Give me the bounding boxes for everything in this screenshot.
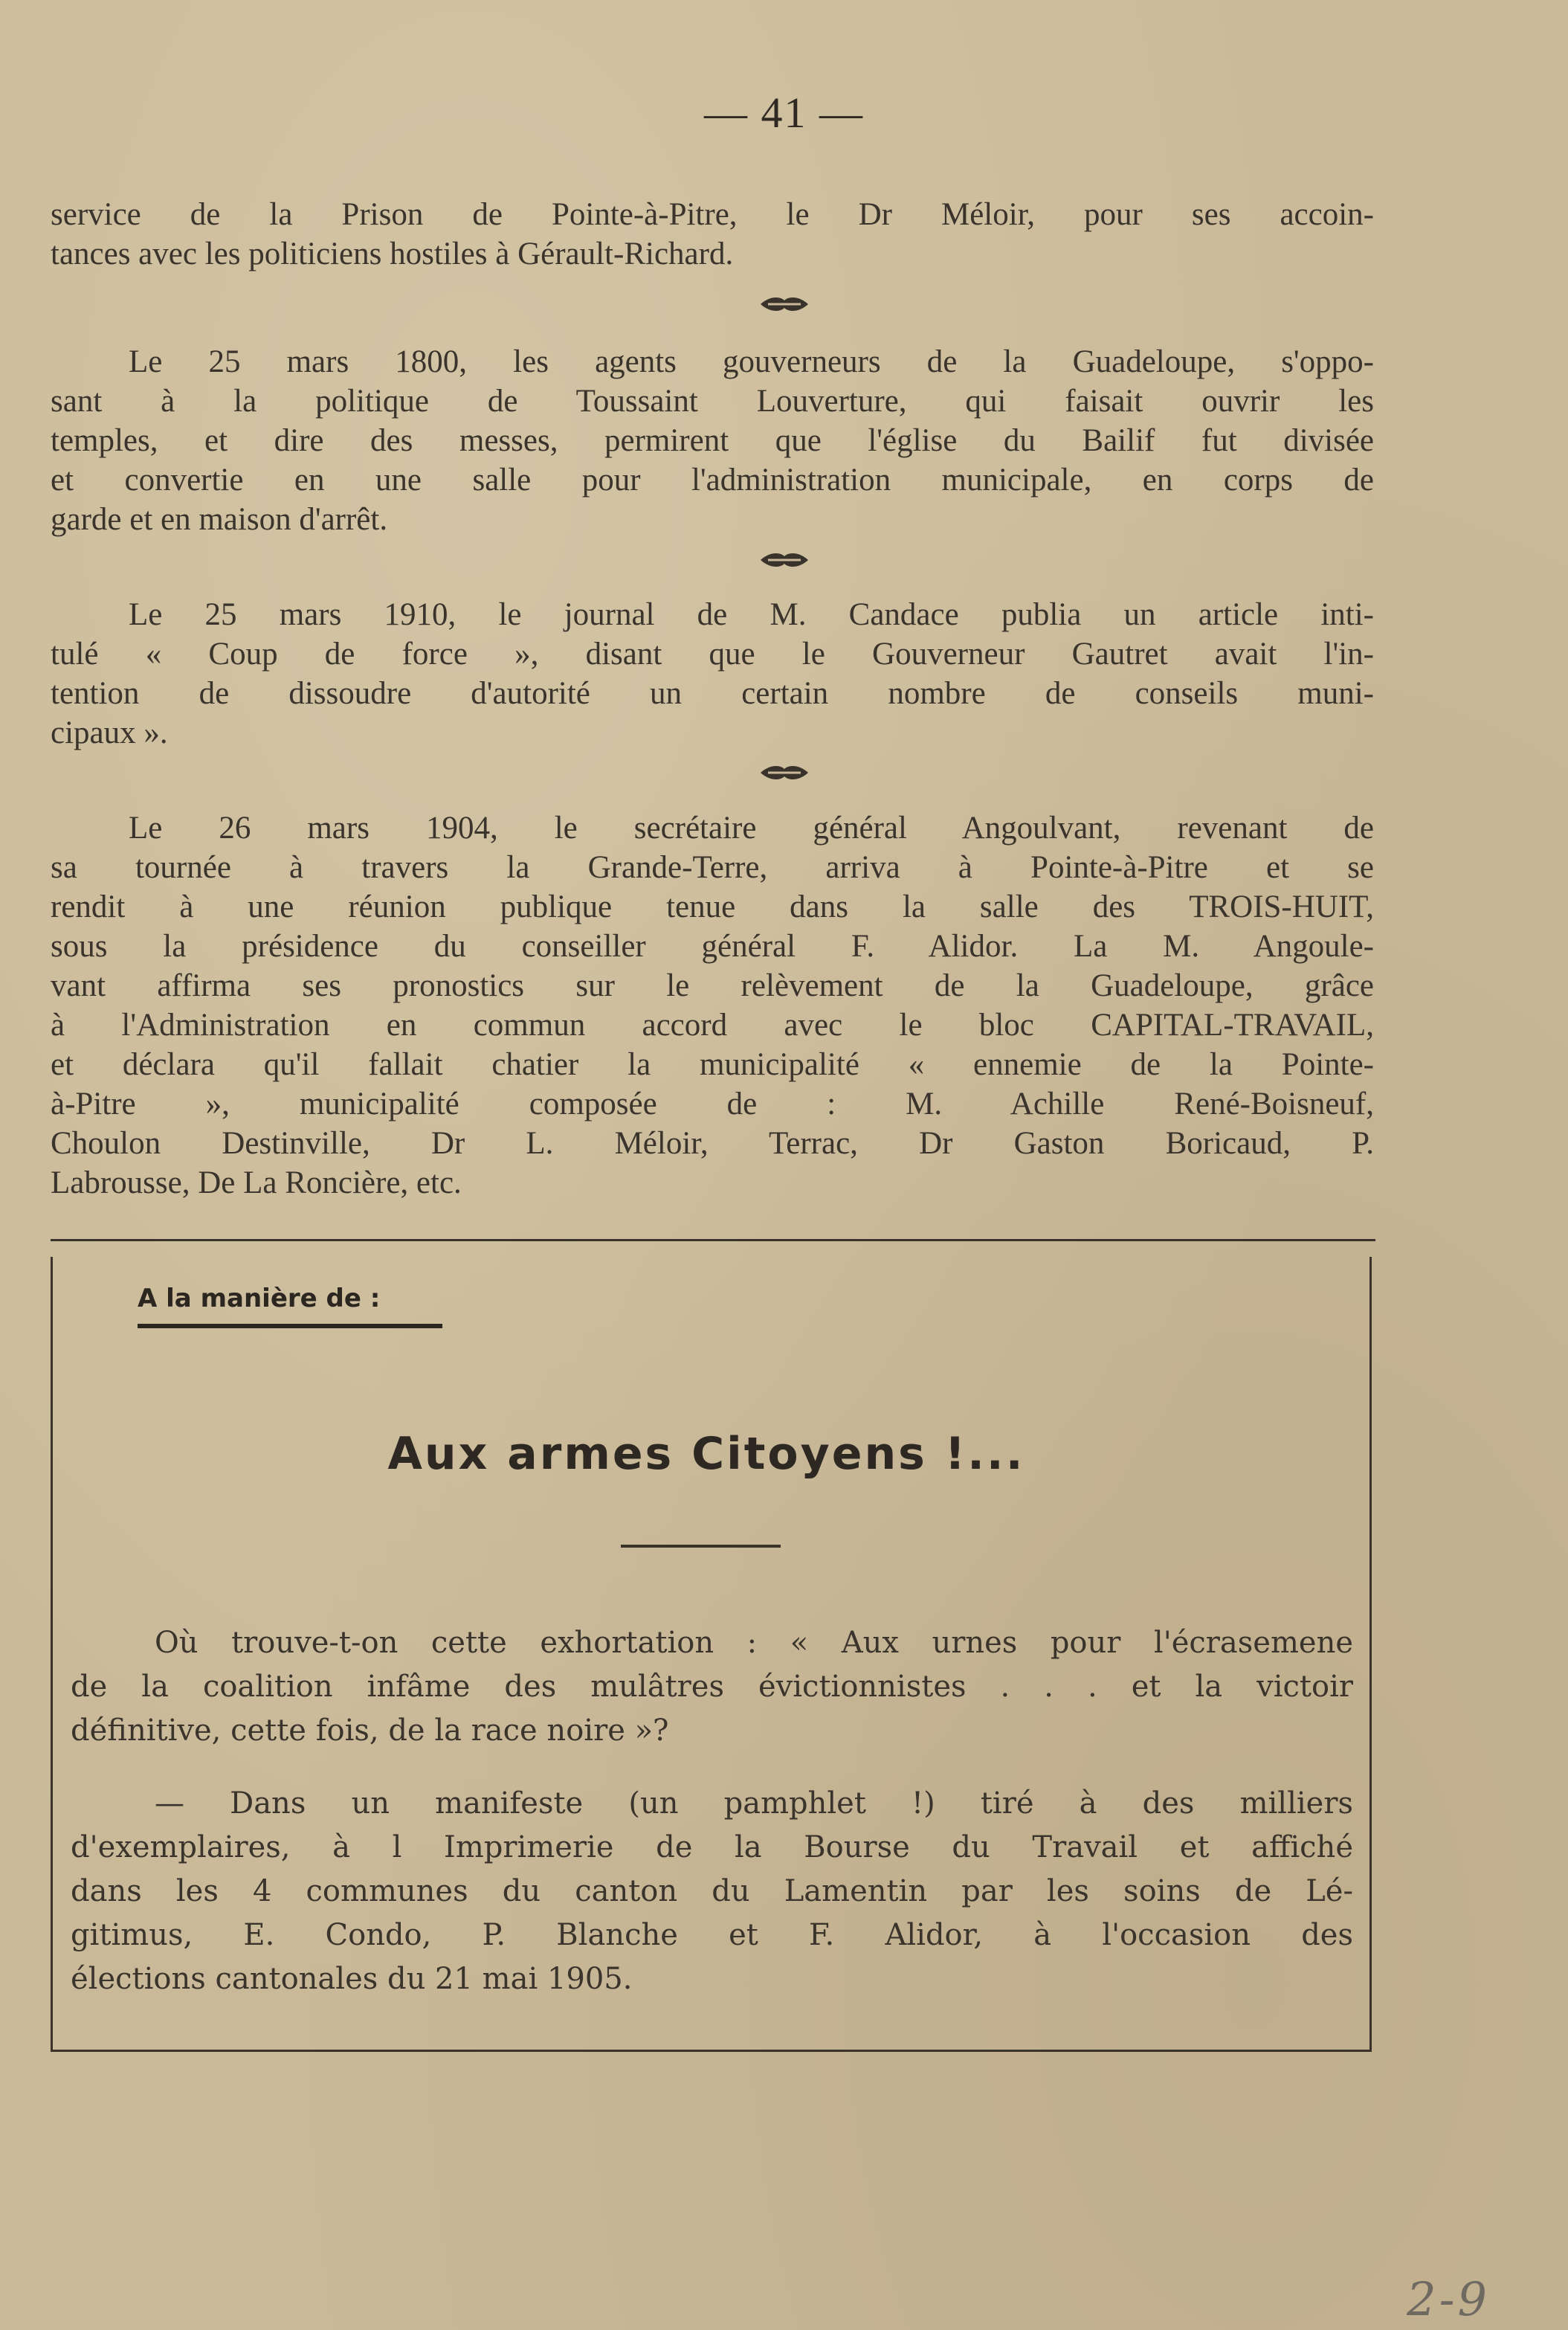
text-line: sous la présidence du conseiller général F. Alidor. La M. Angoule- [51,929,1374,964]
text-line: Le 25 mars 1910, le journal de M. Candace publia un article inti- [129,597,1374,632]
paragraph-1 [51,195,1374,274]
box-question [71,1621,1353,1753]
text-line: Labrousse, De La Roncière, etc. [51,1165,462,1200]
box-title: Aux armes Citoyens !... [387,1428,1025,1480]
text-line: de la coalition infâme des mulâtres évictionnistes . . . et la victoir [71,1670,1353,1704]
text-line: tances avec les politiciens hostiles à Gérault-Richard. [51,236,734,271]
text-line: et déclara qu'il fallait chatier la municipalité « ennemie de la Pointe- [51,1047,1374,1082]
box-top-border [51,1239,1375,1241]
text-line: définitive, cette fois, de la race noire »? [71,1713,669,1748]
text-line: cipaux ». [51,715,168,750]
text-line: gitimus, E. Condo, P. Blanche et F. Alidor, à l'occasion des [71,1918,1353,1952]
text-line: Le 26 mars 1904, le secrétaire général Angoulvant, revenant de [129,811,1374,846]
text-line: tention de dissoudre d'autorité un certain nombre de conseils muni- [51,676,1374,711]
ornament-divider-icon [0,547,1568,579]
ornament-divider-icon [0,760,1568,791]
text-line: sa tournée à travers la Grande-Terre, arriva à Pointe-à-Pitre et se [51,850,1374,885]
text-line: tulé « Coup de force », disant que le Gouverneur Gautret avait l'in- [51,637,1374,672]
box-left-border [51,1257,53,2051]
text-line: — Dans un manifeste (un pamphlet !) tiré à des milliers [155,1786,1353,1821]
text-line: à-Pitre », municipalité composée de : M. Achille René-Boisneuf, [51,1087,1374,1121]
text-line: Où trouve-t-on cette exhortation : « Aux urnes pour l'écrasemene [155,1626,1353,1660]
text-line: service de la Prison de Pointe-à-Pitre, le Dr Méloir, pour ses accoin- [51,197,1374,232]
box-title-rule [621,1545,781,1548]
paragraph-4 [51,808,1374,1203]
box-answer [71,1782,1353,2001]
box-bottom-border [51,2050,1372,2052]
text-line: à l'Administration en commun accord avec le bloc CAPITAL-TRAVAIL, [51,1008,1374,1043]
box-heading-underline [138,1324,442,1328]
text-line: temples, et dire des messes, permirent que l'église du Bailif fut divisée [51,423,1374,458]
text-line: dans les 4 communes du canton du Lamentin par les soins de Lé- [71,1874,1353,1908]
box-heading: A la manière de : [138,1284,381,1313]
ornament-divider-icon [0,292,1568,323]
text-line: élections cantonales du 21 mai 1905. [71,1962,633,1996]
text-line: et convertie en une salle pour l'administration municipale, en corps de [51,463,1374,498]
text-line: Le 25 mars 1800, les agents gouverneurs de la Guadeloupe, s'oppo- [129,344,1374,379]
page-number: — 41 — [704,88,864,137]
text-line: sant à la politique de Toussaint Louverture, qui faisait ouvrir les [51,384,1374,419]
text-line: Choulon Destinville, Dr L. Méloir, Terrac, Dr Gaston Boricaud, P. [51,1126,1374,1161]
paragraph-3 [51,595,1374,753]
text-line: garde et en maison d'arrêt. [51,502,388,537]
paragraph-2 [51,342,1374,539]
text-line: rendit à une réunion publique tenue dans la salle des TROIS-HUIT, [51,889,1374,924]
text-line: vant affirma ses pronostics sur le relèvement de la Guadeloupe, grâce [51,968,1374,1003]
text-line: d'exemplaires, à l Imprimerie de la Bourse du Travail et affiché [71,1830,1353,1864]
box-right-border [1369,1257,1372,2051]
handwritten-page-mark: 2-9 [1407,2272,1490,2326]
